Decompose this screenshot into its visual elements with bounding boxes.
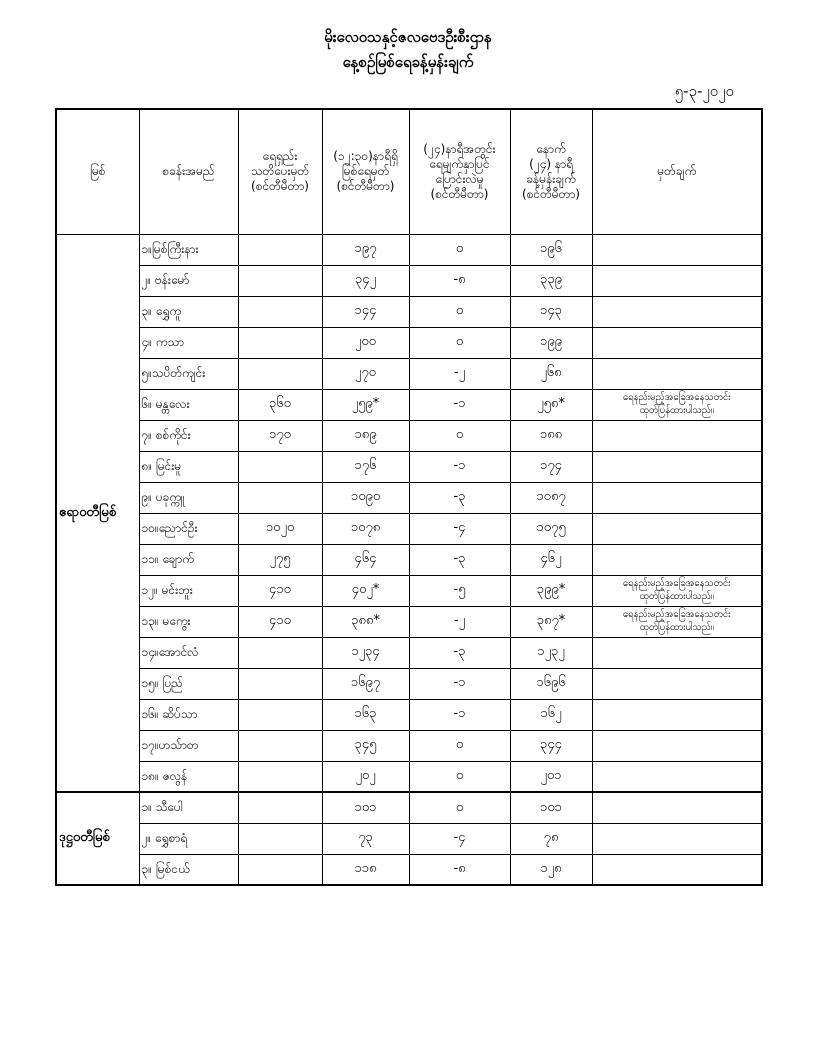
danger-level-cell	[238, 234, 322, 265]
change-cell: -၅	[409, 575, 510, 606]
change-cell: -၁	[409, 668, 510, 699]
danger-level-cell	[238, 823, 322, 854]
change-cell: ၀	[409, 730, 510, 761]
table-row	[56, 234, 762, 265]
header-line: ခန့်မှန်းချက်	[526, 171, 576, 186]
table-row	[56, 792, 762, 823]
remark-line: ရေနည်းမည့်အခြေအနေသတင်း	[622, 577, 731, 589]
station-name-cell: ၁၆။ ဆိပ်သာ	[139, 699, 238, 730]
danger-level-cell	[238, 668, 322, 699]
water-level-cell: ၁၉၇	[322, 234, 409, 265]
remark-cell	[592, 823, 762, 854]
change-cell: -၁	[409, 699, 510, 730]
remark-cell	[592, 234, 762, 265]
danger-level-cell	[238, 296, 322, 327]
table-row	[56, 265, 762, 296]
station-name-cell: ၃။ မြစ်ငယ်	[139, 854, 238, 885]
remark-cell	[592, 668, 762, 699]
table-row	[56, 730, 762, 761]
remark-cell	[592, 699, 762, 730]
remark-line: ရေနည်းမည့်အခြေအနေသတင်း	[622, 391, 731, 403]
danger-level-cell	[238, 637, 322, 668]
change-cell: ၀	[409, 234, 510, 265]
header-water-level	[322, 109, 409, 234]
remark-cell	[592, 575, 762, 606]
header-line: နောက်	[536, 141, 566, 156]
forecast-cell: ၁၀၇၅	[510, 513, 592, 544]
forecast-cell: ၁၄၃	[510, 296, 592, 327]
forecast-cell: ၂၅၈*	[510, 389, 592, 420]
station-name-cell: ၁၅။ ပြည်	[139, 668, 238, 699]
station-name-cell: ၁၁။ ချောက်	[139, 544, 238, 575]
remark-cell	[592, 420, 762, 451]
remark-cell	[592, 854, 762, 885]
header-river	[56, 109, 139, 234]
forecast-cell: ၁၂၃၂	[510, 637, 592, 668]
forecast-cell: ၂၆၈	[510, 358, 592, 389]
change-cell: -၄	[409, 823, 510, 854]
header-danger-level	[238, 109, 322, 234]
forecast-cell: ၁၇၄	[510, 451, 592, 482]
remark-line: ထုတ်ပြန်ထားပါသည်။	[639, 404, 714, 416]
danger-level-cell	[238, 327, 322, 358]
remark-cell	[592, 296, 762, 327]
station-name-cell: ၁။မြစ်ကြီးနား	[139, 234, 238, 265]
water-level-cell: ၁၀၁	[322, 792, 409, 823]
header-line: (စင်တီမီတာ)	[336, 179, 395, 194]
forecast-cell: ၁၈၈	[510, 420, 592, 451]
header-remark	[592, 109, 762, 234]
danger-level-cell: ၃၆၀	[238, 389, 322, 420]
station-name-cell: ၁၀။ညောင်ဦး	[139, 513, 238, 544]
table-row	[56, 358, 762, 389]
remark-cell	[592, 792, 762, 823]
forecast-cell: ၁၆၉၆	[510, 668, 592, 699]
header-line: မြစ်	[89, 164, 106, 179]
danger-level-cell	[238, 358, 322, 389]
header-line: (၁၂:၃၀)နာရီရှိ	[333, 149, 398, 164]
forecast-cell: ၁၂၈	[510, 854, 592, 885]
danger-level-cell	[238, 482, 322, 513]
forecast-cell: ၁၆၂	[510, 699, 592, 730]
remark-cell	[592, 544, 762, 575]
header-line: ရေမျက်နှာပြင်	[429, 156, 490, 171]
danger-level-cell	[238, 792, 322, 823]
remark-cell	[592, 389, 762, 420]
river-name-cell: ဒုဋ္ဌဝတီမြစ်	[56, 792, 139, 885]
change-cell: -၃	[409, 637, 510, 668]
water-level-cell: ၄၀၂*	[322, 575, 409, 606]
station-name-cell: ၁၃။ မကွေး	[139, 606, 238, 637]
table-body	[56, 234, 762, 885]
remark-cell	[592, 451, 762, 482]
water-level-cell: ၂၀၂	[322, 761, 409, 792]
water-level-cell: ၁၆၃	[322, 699, 409, 730]
change-cell: -၈	[409, 265, 510, 296]
change-cell: ၀	[409, 792, 510, 823]
table-row	[56, 699, 762, 730]
water-level-cell: ၂၀၀	[322, 327, 409, 358]
station-name-cell: ၅။သပိတ်ကျင်း	[139, 358, 238, 389]
remark-cell	[592, 730, 762, 761]
change-cell: -၃	[409, 544, 510, 575]
header-forecast	[510, 109, 592, 234]
water-level-cell: ၁၁၈	[322, 854, 409, 885]
header-line: (၂၄) နာရီ	[529, 156, 573, 171]
change-cell: -၂	[409, 606, 510, 637]
station-name-cell: ၁၈။ ဇလွန်	[139, 761, 238, 792]
remark-cell	[592, 513, 762, 544]
danger-level-cell	[238, 265, 322, 296]
water-level-cell: ၁၂၃၄	[322, 637, 409, 668]
table-row	[56, 606, 762, 637]
header-line: ပြောင်းလဲမှု	[435, 171, 484, 186]
remark-cell	[592, 327, 762, 358]
water-level-cell: ၃၈၈*	[322, 606, 409, 637]
forecast-cell: ၁၉၉	[510, 327, 592, 358]
water-level-cell: ၄၆၄	[322, 544, 409, 575]
danger-level-cell	[238, 730, 322, 761]
water-level-cell: ၁၈၉	[322, 420, 409, 451]
change-cell: -၄	[409, 513, 510, 544]
table-row	[56, 420, 762, 451]
header-line: မှတ်ချက်	[657, 164, 697, 179]
table-row	[56, 637, 762, 668]
forecast-cell: ၃၃၉	[510, 265, 592, 296]
table-header	[56, 109, 762, 234]
change-cell: -၃	[409, 482, 510, 513]
forecast-cell: ၁၀၁	[510, 792, 592, 823]
change-cell: ၀	[409, 296, 510, 327]
table-row	[56, 761, 762, 792]
header-24h-change	[409, 109, 510, 234]
station-name-cell: ၉။ ပခုက္ကူ	[139, 482, 238, 513]
document-date: ၅-၃-၂၀၂၀	[674, 82, 734, 100]
remark-line: ထုတ်ပြန်ထားပါသည်။	[639, 621, 714, 633]
danger-level-cell: ၄၁၀	[238, 606, 322, 637]
danger-level-cell	[238, 854, 322, 885]
remark-cell	[592, 637, 762, 668]
station-name-cell: ၂။ ဗန်းမော်	[139, 265, 238, 296]
forecast-cell: ၂၀၁	[510, 761, 592, 792]
water-level-cell: ၂၇၀	[322, 358, 409, 389]
danger-level-cell	[238, 699, 322, 730]
water-level-cell: ၃၄၂	[322, 265, 409, 296]
header-line: (စင်တီမီတာ)	[430, 186, 489, 201]
table-row	[56, 513, 762, 544]
header-line: မြစ်ရေမှတ်	[341, 164, 390, 179]
table-row	[56, 296, 762, 327]
water-level-cell: ၁၆၉၇	[322, 668, 409, 699]
river-forecast-table	[55, 108, 763, 886]
water-level-cell: ၃၄၅	[322, 730, 409, 761]
change-cell: ၀	[409, 761, 510, 792]
header-line: (၂၄)နာရီအတွင်း	[423, 141, 496, 156]
header-line: (စင်တီမီတာ)	[522, 186, 580, 201]
water-level-cell: ၁၄၄	[322, 296, 409, 327]
remark-line: ရေနည်းမည့်အခြေအနေသတင်း	[622, 608, 731, 620]
header-station	[139, 109, 238, 234]
station-name-cell: ၁။ သီပေါ	[139, 792, 238, 823]
water-level-cell: ၁၀၉၀	[322, 482, 409, 513]
header-line: (စင်တီမီတာ)	[251, 179, 309, 194]
forecast-cell: ၃၉၉*	[510, 575, 592, 606]
forecast-cell: ၄၆၂	[510, 544, 592, 575]
table-row	[56, 327, 762, 358]
header-line: သတိပေးမှတ်	[250, 164, 310, 179]
remark-cell	[592, 482, 762, 513]
remark-line: ထုတ်ပြန်ထားပါသည်။	[639, 590, 714, 602]
header-line: ရေရှည်း	[262, 149, 298, 164]
station-name-cell: ၇။ စစ်ကိုင်း	[139, 420, 238, 451]
table-row	[56, 575, 762, 606]
water-level-cell: ၁၀၇၈	[322, 513, 409, 544]
danger-level-cell: ၁၇၀	[238, 420, 322, 451]
document-title: မိုးလေဝသနှင့်ဇလဗေဒဦးစီးဌာန	[324, 28, 492, 46]
table-row	[56, 668, 762, 699]
forecast-cell: ၃၈၇*	[510, 606, 592, 637]
change-cell: -၁	[409, 389, 510, 420]
document-subtitle: နေ့စဉ်မြစ်ရေခန့်မှန်းချက်	[342, 53, 474, 71]
danger-level-cell: ၄၁၀	[238, 575, 322, 606]
change-cell: -၈	[409, 854, 510, 885]
change-cell: -၂	[409, 358, 510, 389]
water-level-cell: ၂၅၉*	[322, 389, 409, 420]
danger-level-cell: ၁၀၂၀	[238, 513, 322, 544]
remark-cell	[592, 265, 762, 296]
table-row	[56, 482, 762, 513]
river-name-cell: ဧရာဝတီမြစ်	[56, 234, 139, 792]
table-row	[56, 389, 762, 420]
table-row	[56, 544, 762, 575]
header-line: စခန်းအမည်	[162, 164, 215, 179]
forecast-cell: ၃၄၄	[510, 730, 592, 761]
forecast-cell: ၁၉၆	[510, 234, 592, 265]
danger-level-cell	[238, 761, 322, 792]
remark-cell	[592, 358, 762, 389]
danger-level-cell: ၂၇၅	[238, 544, 322, 575]
remark-cell	[592, 761, 762, 792]
station-name-cell: ၁၇။ဟသ်ာတ	[139, 730, 238, 761]
remark-cell	[592, 606, 762, 637]
water-level-cell: ၇၃	[322, 823, 409, 854]
change-cell: -၁	[409, 451, 510, 482]
station-name-cell: ၁၂။ မင်းဘူး	[139, 575, 238, 606]
table-row	[56, 854, 762, 885]
station-name-cell: ၈။ မြင်းမူ	[139, 451, 238, 482]
station-name-cell: ၁၄။အောင်လံ	[139, 637, 238, 668]
water-level-cell: ၁၇၆	[322, 451, 409, 482]
forecast-cell: ၇၈	[510, 823, 592, 854]
change-cell: ၀	[409, 327, 510, 358]
change-cell: ၀	[409, 420, 510, 451]
table-row	[56, 823, 762, 854]
table-row	[56, 451, 762, 482]
station-name-cell: ၄။ ကသာ	[139, 327, 238, 358]
forecast-cell: ၁၀၈၇	[510, 482, 592, 513]
station-name-cell: ၂။ ရွှေစာရံ	[139, 823, 238, 854]
station-name-cell: ၃။ ရွှေကူ	[139, 296, 238, 327]
danger-level-cell	[238, 451, 322, 482]
station-name-cell: ၆။ မန္တလေး	[139, 389, 238, 420]
